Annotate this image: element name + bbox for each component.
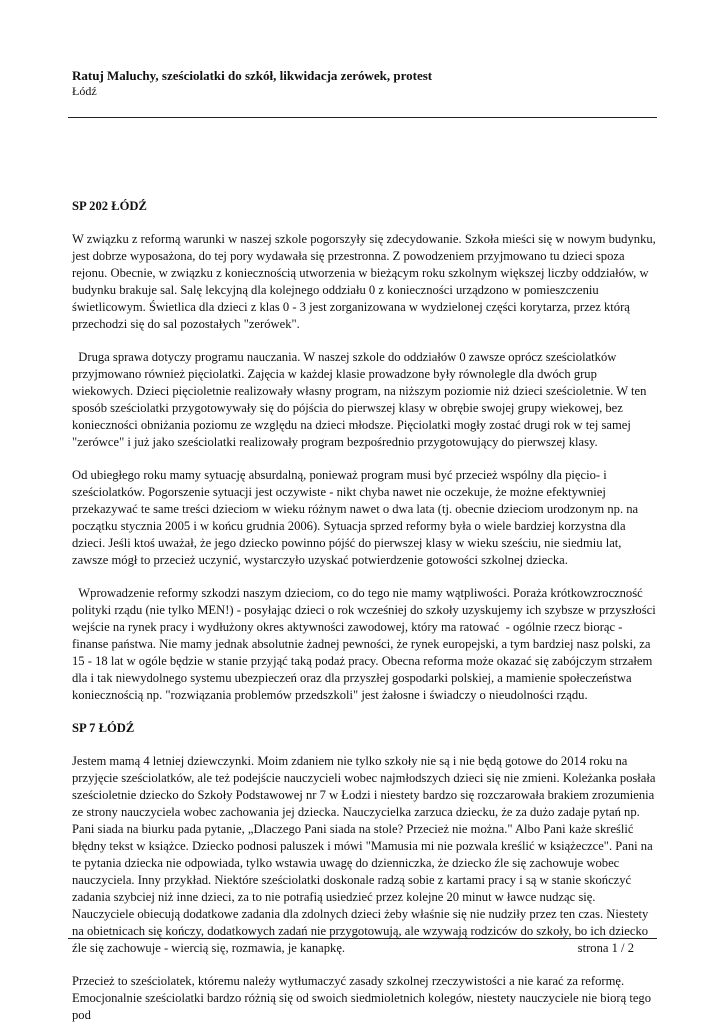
- header-divider: [68, 117, 657, 118]
- footer-divider: [68, 938, 657, 939]
- document-title: Ratuj Maluchy, sześciolatki do szkół, likwidacja zerówek, protest: [72, 68, 433, 83]
- section-heading-sp202: SP 202 ŁÓDŹ: [72, 199, 147, 213]
- section-heading-sp7: SP 7 ŁÓDŹ: [72, 721, 135, 735]
- page-number: strona 1 / 2: [577, 941, 634, 955]
- document-location: Łódź: [72, 84, 97, 98]
- page-footer: [578, 941, 634, 956]
- paragraph: Przecież to sześciolatek, któremu należy wytłumaczyć zasady szkolnej rzeczywistości a nie karać za reformę. Emocjonalnie sześciolatki bardzo różnią się od swoich siedmioletnich kolegów, niestety nauczyciele nie biorą tego pod: [72, 974, 652, 1022]
- paragraph: Jestem mamą 4 letniej dziewczynki. Moim zdaniem nie tylko szkoły nie są i nie będą gotowe do 2014 roku na przyjęcie sześciolatków, ale też podejście nauczycieli wobec najmłodszych dzieci się nie zmieni. Koleżanka posłała sześcioletnie dziecko do Szkoły Podstawowej nr 7 w Łodzi i niestety bardzo się rozczarowała brakiem zrozumienia ze strony nauczyciela wobec zachowania jej dziecka. Nauczycielka zarzuca dziecku, że za dużo zadaje pytań np. Pani siada na biurku pada pytanie, „Dlaczego Pani siada na stole? Przecież nie można." Albo Pani każe skreślić błędny tekst w książce. Dziecko podnosi paluszek i mówi "Mamusia mi nie pozwala kreślić w książeczce". Pani na te pytania dziecka nie odpowiada, tylko wstawia uwagę do dzienniczka, że dziecko źle się zachowuje wobec nauczyciela. Inny przykład. Niektóre sześciolatki doskonale radzą sobie z kartami pracy i są w stanie skończyć zadania szybciej niż inne dzieci, za to nie potrafią usiedzieć przez kolejne 20 minut w ławce nudząc się. Nauczyciele obiecują dodatkowe zadania dla zdolnych dzieci żeby właśnie się nie nudziły przez ten czas. Niestety na obietnicach się kończy, dodatkowych zadań nie przygotowują, ale wzywają rodziców do szkoły, bo ich dziecko źle się zachowuje - wiercią się, rozmawia, je kanapkę.: [72, 754, 656, 955]
- paragraph: Druga sprawa dotyczy programu nauczania. W naszej szkole do oddziałów 0 zawsze oprócz sześciolatków przyjmowano również pięciolatki. Zajęcia w każdej klasie prowadzone były równolegle dla dwóch grup wiekowych. Dzieci pięcioletnie realizowały własny program, na niższym poziomie niż dzieci sześcioletnie. W ten sposób sześciolatki przygotowywały się do pójścia do pierwszej klasy w obrębie swojej grupy wiekowej, bez konieczności obniżania poziomu ze względu na dzieci młodsze. Pięciolatki mogły zostać drugi rok w tej samej "zerówce" i już jako sześciolatki realizowały program bezpośrednio przygotowujący do pierwszej klasy.: [72, 350, 650, 449]
- paragraph: Wprowadzenie reformy szkodzi naszym dzieciom, co do tego nie mamy wątpliwości. Poraża krótkowzroczność polityki rządu (nie tylko MEN!) - posyłając dzieci o rok wcześniej do szkoły uzyskujemy ich szybsze w przyszłości wejście na rynek pracy i wydłużony okres aktywności zawodowej, który ma ratować - ogólnie rzecz biorąc - finanse państwa. Nie mamy jednak absolutnie żadnej pewności, że rynek europejski, a tym bardziej nasz polski, za 15 - 18 lat w ogóle będzie w stanie przyjąć taką podaż pracy. Obecna reforma może okazać się zabójczym strzałem dla i tak niewydolnego systemu ubezpieczeń oraz dla przyszłej gospodarki polskiej, a mamienie społeczeństwa koniecznością np. "rozwiązania problemów przedszkoli" jest żałosne i świadczy o nieudolności rządu.: [72, 586, 659, 702]
- paragraph: Od ubiegłego roku mamy sytuację absurdalną, ponieważ program musi być przecież wspólny dla pięcio- i sześciolatków. Pogorszenie sytuacji jest oczywiste - nikt chyba nawet nie oczekuje, że możne efektywniej przekazywać te same treści dzieciom w wieku różnym nawet o dwa lata (tj. obecnie dzieciom urodzonym np. na początku stycznia 2005 i w końcu grudnia 2006). Sytuacja sprzed reformy była o wiele bardziej korzystna dla dzieci. Jeśli ktoś uważał, że jego dziecko powinno pójść do pierwszej klasy w wieku sześciu, nie siedmiu lat, zawsze mógł to przecież uczynić, wystarczyło uzyskać potwierdzenie gotowości szkolnej dziecka.: [72, 468, 639, 567]
- document-header: [72, 68, 642, 99]
- paragraph: W związku z reformą warunki w naszej szkole pogorszyły się zdecydowanie. Szkoła mieści się w nowym budynku, jest dobrze wyposażona, do tej pory wydawała się przestronna. Z powodzeniem przyjmowano tu dzieci spoza rejonu. Obecnie, w związku z koniecznością utworzenia w bieżącym roku szkolnym większej liczby oddziałów, w budynku brakuje sal. Salę lekcyjną dla kolejnego oddziału 0 z konieczności urządzono w pomieszczeniu świetlicowym. Świetlica dla dzieci z klas 0 - 3 jest zorganizowana w wydzielonej części korytarza, przez którą przechodzi się do sal pozostałych "zerówek".: [72, 232, 656, 331]
- document-body: [72, 198, 660, 1024]
